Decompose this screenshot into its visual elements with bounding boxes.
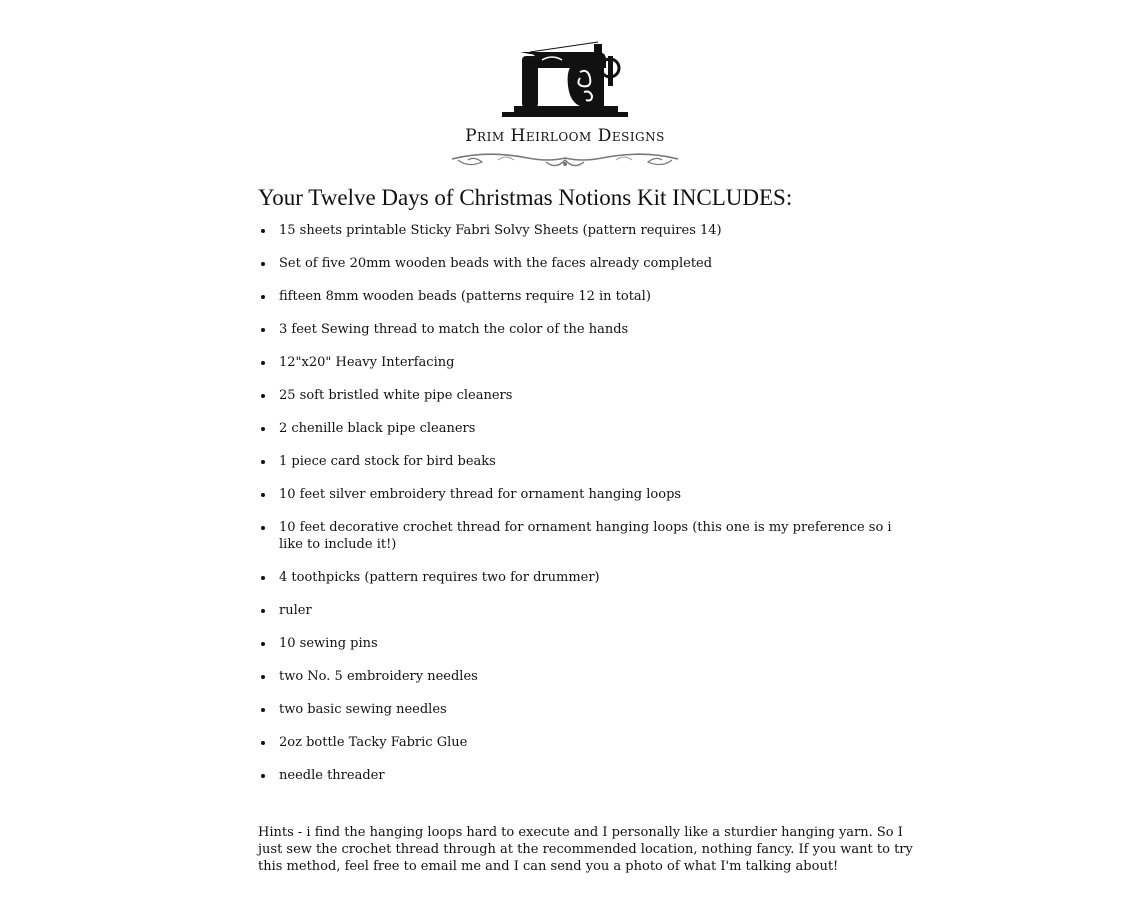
list-item: 3 feet Sewing thread to match the color of the hands xyxy=(258,321,898,338)
list-item: two basic sewing needles xyxy=(258,701,898,718)
list-item: 1 piece card stock for bird beaks xyxy=(258,453,898,470)
sewing-machine-icon xyxy=(500,38,630,120)
list-item: 12"x20" Heavy Interfacing xyxy=(258,354,898,371)
list-item: Set of five 20mm wooden beads with the faces already completed xyxy=(258,255,898,272)
list-item: 4 toothpicks (pattern requires two for drummer) xyxy=(258,569,898,586)
brand-name: Prim Heirloom Designs xyxy=(465,126,665,146)
kit-items-list xyxy=(258,222,898,784)
list-item: ruler xyxy=(258,602,898,619)
list-item: 10 sewing pins xyxy=(258,635,898,652)
brand-logo xyxy=(440,38,690,178)
list-item: 15 sheets printable Sticky Fabri Solvy Sheets (pattern requires 14) xyxy=(258,222,898,239)
list-item: 10 feet decorative crochet thread for ornament hanging loops (this one is my preference so i like to include it!) xyxy=(258,519,898,553)
list-item: 10 feet silver embroidery thread for ornament hanging loops xyxy=(258,486,898,503)
page-title: Your Twelve Days of Christmas Notions Kit INCLUDES: xyxy=(258,185,793,210)
hints-paragraph: Hints - i find the hanging loops hard to execute and I personally like a sturdier hanging yarn. So I just sew the crochet thread through at the recommended location, nothing fancy. If you want to try this method, feel free to email me and I can send you a photo of what I'm talking about! xyxy=(258,825,913,874)
list-item: two No. 5 embroidery needles xyxy=(258,668,898,685)
list-item: 2oz bottle Tacky Fabric Glue xyxy=(258,734,898,751)
list-item: 25 soft bristled white pipe cleaners xyxy=(258,387,898,404)
list-item: 2 chenille black pipe cleaners xyxy=(258,420,898,437)
list-item: fifteen 8mm wooden beads (patterns require 12 in total) xyxy=(258,288,898,305)
flourish-ornament xyxy=(448,148,682,170)
list-item: needle threader xyxy=(258,767,898,784)
